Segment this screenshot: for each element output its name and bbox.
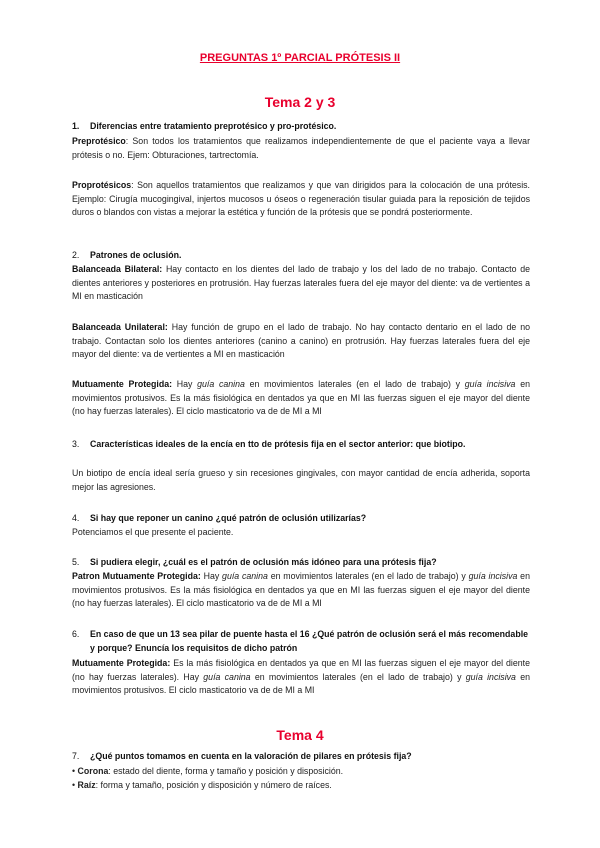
bullet-corona <box>72 765 530 779</box>
answer-balanceada-unilateral <box>72 321 530 362</box>
term-label: Balanceada Unilateral: <box>72 322 168 332</box>
answer-balanceada-bilateral <box>72 263 530 304</box>
answer-proprotesicos <box>72 179 530 220</box>
term-label: Patron Mutuamente Protegida: <box>72 571 201 581</box>
question-number: 2. <box>72 250 80 260</box>
answer-text: Hay contacto en los dientes del lado de trabajo y los del lado de no trabajo. Contacto de dientes anteriores y posteriores en protrusión. Hay fuerzas laterales fuera del eje mayor del diente: va de vertientes a MI en masticación <box>72 264 530 302</box>
question-text: Patrones de oclusión. <box>90 250 182 260</box>
question-number: 5. <box>72 557 80 567</box>
term-label: Mutuamente Protegida: <box>72 658 171 668</box>
answer-text: Hay función de grupo en el lado de trabajo. No hay contacto dentario en el lado de no trabajo. Contactan solo los dientes anteriores (canino a canino) en protrusión. Hay fuerzas laterales fuera del eje mayor del diente: va de vertientes a MI en masticación <box>72 322 530 360</box>
question-text: Si hay que reponer un canino ¿qué patrón de oclusión utilizarías? <box>90 513 367 523</box>
answer-text: en movimientos protusivos. Es la más fisiológica en dentados ya que en MI las fuerzas siguen el eje mayor del diente (no hay fuerzas laterales). El ciclo masticatorio va de de MI a MI <box>72 571 530 609</box>
answer-pilar-puente <box>72 657 530 698</box>
answer-preprotesico <box>72 135 530 162</box>
italic-term: guía canina <box>222 571 268 581</box>
document-title: PREGUNTAS 1º PARCIAL PRÓTESIS II <box>199 52 401 64</box>
question-3 <box>72 438 530 452</box>
question-number: 4. <box>72 513 80 523</box>
question-text: Si pudiera elegir, ¿cuál es el patrón de oclusión más idóneo para una prótesis fija? <box>90 557 437 567</box>
italic-term: guía canina <box>203 671 251 682</box>
italic-term: guía incisiva <box>465 671 516 682</box>
question-number: 6. <box>72 629 80 639</box>
question-1 <box>72 120 530 134</box>
term-label: Preprotésico <box>72 136 126 146</box>
italic-term: guía incisiva <box>464 379 516 389</box>
bullet-icon: • <box>72 766 76 776</box>
question-4 <box>72 512 530 526</box>
question-text: En caso de que un 13 sea pilar de puente hasta el 16 ¿Qué patrón de oclusión será el más recomendable y porque? Enuncía los requisitos de dicho patrón <box>90 629 529 653</box>
question-5 <box>72 556 530 570</box>
question-2 <box>72 249 530 263</box>
question-number: 7. <box>72 751 80 761</box>
answer-text: en movimientos laterales (en el lado de trabajo) y <box>244 379 465 389</box>
answer-text: : Son todos los tratamientos que realizamos independientemente de que el paciente vaya a llevar prótesis o no. Ejem: Obturaciones, tartrectomía. <box>72 136 530 160</box>
term-label: Balanceada Bilateral: <box>72 264 163 274</box>
answer-patron-idoneo <box>72 570 530 611</box>
bullet-text: : forma y tamaño, posición y disposición y número de raíces. <box>95 780 332 790</box>
question-number: 1. <box>72 121 80 131</box>
answer-text: en movimientos laterales (en el lado de trabajo) y <box>267 571 469 581</box>
section-heading-tema-4: Tema 4 <box>276 727 324 743</box>
question-6 <box>72 628 530 655</box>
italic-term: guía incisiva <box>468 571 518 581</box>
answer-text: en movimientos protusivos. El ciclo masticatorio va de de MI a MI <box>72 671 530 696</box>
section-heading-tema-2-3: Tema 2 y 3 <box>264 94 336 110</box>
italic-term: guía canina <box>197 379 245 389</box>
answer-text: en movimientos laterales (en el lado de trabajo) y <box>250 671 466 682</box>
answer-biotipo <box>72 467 530 494</box>
answer-text: Hay <box>200 571 223 581</box>
term-label: Proprotésicos <box>72 180 132 190</box>
bullet-text: : estado del diente, forma y tamaño y posición y disposición. <box>108 766 344 776</box>
answer-text: : Son aquellos tratamientos que realizamos y que van dirigidos para la colocación de una prótesis. Ejemplo: Cirugía mucogingival, injertos mucosos u óseos o regeneración tisular guiada para la reposición de tejidos duros o blandos con vistas a mejorar la estética y función de la prótesis que se pondrá posteriormente. <box>72 180 530 218</box>
question-7 <box>72 750 530 764</box>
question-text: Diferencias entre tratamiento preprotésico y pro-protésico. <box>90 121 337 131</box>
question-text: Características ideales de la encía en tto de prótesis fija en el sector anterior: que biotipo. <box>90 439 466 449</box>
answer-text: Un biotipo de encía ideal sería grueso y sin recesiones gingivales, con mayor cantidad de encía adherida, soporta mejor las agresiones. <box>72 468 530 492</box>
bullet-icon: • <box>72 780 76 790</box>
term-label: Mutuamente Protegida: <box>72 379 173 389</box>
answer-text: Potenciamos el que presente el paciente. <box>72 527 234 537</box>
question-text: ¿Qué puntos tomamos en cuenta en la valoración de pilares en prótesis fija? <box>90 751 412 761</box>
bullet-raiz <box>72 779 530 793</box>
answer-text: Es la más fisiológica en dentados ya que en MI las fuerzas siguen el eje mayor del diente (no hay fuerzas laterales). Hay <box>72 658 531 682</box>
question-number: 3. <box>72 439 80 449</box>
term-label: Corona <box>77 766 109 776</box>
term-label: Raíz <box>77 780 96 790</box>
answer-mutuamente-protegida <box>72 378 530 419</box>
answer-canino <box>72 526 530 540</box>
answer-text: Hay <box>172 379 198 389</box>
answer-text: en movimientos protusivos. Es la más fisiológica en dentados ya que en MI las fuerzas siguen el eje mayor del diente (no hay fuerzas laterales). El ciclo masticatorio va de de MI a MI <box>72 379 530 417</box>
